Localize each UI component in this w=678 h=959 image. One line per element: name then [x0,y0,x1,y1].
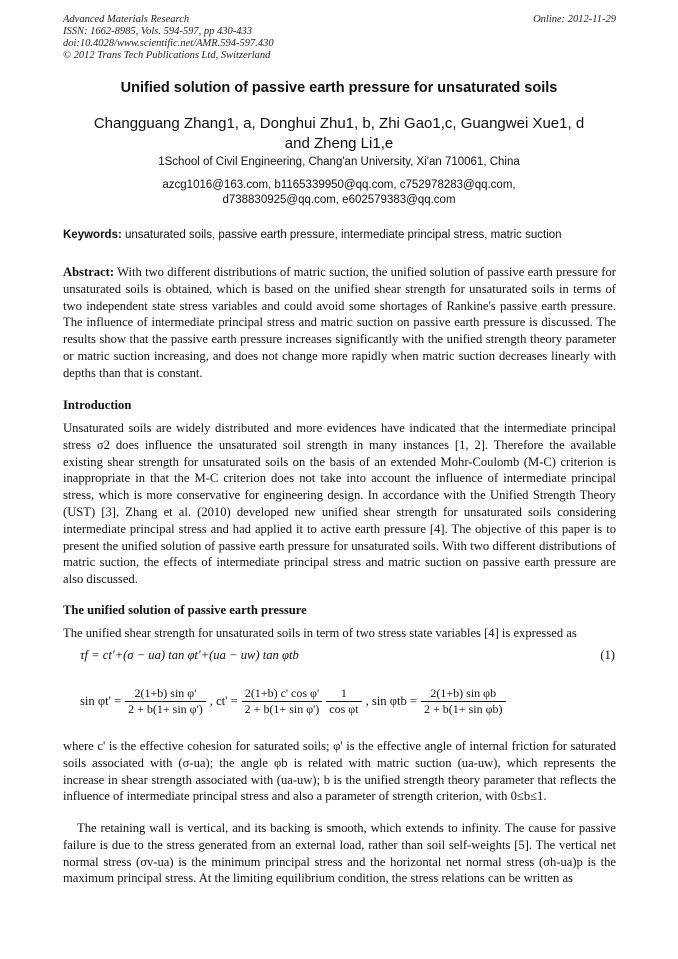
eq2-sin-denominator: 2 + b(1+ sin φ') [128,702,203,716]
eq2-b-lhs: , sin φtb = [365,694,418,708]
online-date: Online: 2012-11-29 [533,14,616,25]
emails-line-1: azcg1016@163.com, b1165339950@qq.com, c752978283@qq.com, [162,179,516,191]
copyright-line: © 2012 Trans Tech Publications Ltd, Switzerland [63,50,271,61]
eq2-b-denominator: 2 + b(1+ sin φb) [424,702,503,716]
doi-line: doi:10.4028/www.scientific.net/AMR.594-597.430 [63,38,274,49]
author-list [60,114,618,154]
introduction-heading: Introduction [63,398,132,412]
eq2-c-fraction [242,686,323,717]
keywords-label: Keywords: [63,229,122,241]
introduction-paragraph: Unsaturated soils are widely distributed and more evidences have indicated that the intermediate principal stress σ2 does influence the unsaturated soil strength in many instances [1, 2]. Therefore the available existing shear strength for unsaturated soils on the basis of an extended Mohr-Coulomb (M-C) criterion is inappropriate in that the M-C criterion does not take into account the influence of intermediate principal stress, which is more conservative for engineering design. In accordance with the Unified Strength Theory (UST) [3], Zhang et al. (2010) developed new unified shear strength for unsaturated soils considering intermediate principal stress and had applied it to active earth pressure [4]. The objective of this paper is to present the unified solution of passive earth pressure for unsaturated soils. With two different distributions of matric suction, the effects of intermediate principal stress and matric suction on passive earth pressure are also discussed. [63,421,616,587]
eq2-sin-numerator: 2(1+b) sin φ' [125,686,206,702]
issn-line: ISSN: 1662-8985, Vols. 594-597, pp 430-433 [63,26,252,37]
keywords-line [63,229,623,241]
authors-line-1: Changguang Zhang1, a, Donghui Zhu1, b, Zhi Gao1,c, Guangwei Xue1, d [93,115,585,132]
eq2-b-numerator: 2(1+b) sin φb [421,686,505,702]
definitions-paragraph: where c' is the effective cohesion for saturated soils; φ' is the effective angle of internal friction for saturated soils associated with (σ-ua); the angle φb is related with matric suction (ua-uw), which represents the increase in shear strength associated with (ua-uw); b is the unified strength theory parameter that reflects the influence of intermediate principal stress and also a parameter of strength criterion, with 0≤b≤1. [63,739,616,804]
emails-line-2: d738830925@qq.com, e602579383@qq.com [222,194,456,206]
section-intro-paragraph: The unified shear strength for unsaturated soils in term of two stress state variables [4] is expressed as [63,626,577,640]
journal-header [63,14,616,62]
paper-title: Unified solution of passive earth pressure for unsaturated soils [120,80,558,96]
eq2-cos-fraction [326,686,361,717]
equation-1-number: (1) [600,648,615,662]
eq2-c-denominator: 2 + b(1+ sin φ') [244,702,320,716]
equation-1: τf = ct'+(σ − ua) tan φt'+(ua − uw) tan φtb [80,648,299,662]
wall-paragraph: The retaining wall is vertical, and its backing is smooth, which extends to infinity. The cause for passive failure is due to the stress generated from an external load, rather than soil self-weights [5]. The vertical net normal stress (σv-ua) is the minimum principal stress and the horizontal net normal stress (σh-ua)p is the maximum principal stress. At the limiting equilibrium condition, the stress relations can be written as [63,821,616,886]
affiliation: 1School of Civil Engineering, Chang'an University, Xi'an 710061, China [158,156,520,168]
eq2-cos-denominator: cos φt [329,702,359,716]
author-emails [0,178,678,208]
eq2-b-fraction [421,686,505,717]
eq2-c-numerator: 2(1+b) c' cos φ' [242,686,323,702]
abstract-text: With two different distributions of matric suction, the unified solution of passive earth pressure for unsaturated soils is obtained, which is based on the unified shear strength for unsaturated soils in terms of two independent state stress variables and could avoid some shortages of Rankine's passive earth pressure. The influence of intermediate principal stress and matric suction on passive earth pressure is discussed. The results show that the passive earth pressure increases significantly with the unified strength theory parameter or matric suction increasing, and does not change more rapidly when matric suction decreases linearly with depths than that is constant. [63,265,616,380]
eq2-cos-numerator: 1 [326,686,361,702]
section-heading: The unified solution of passive earth pressure [63,603,307,617]
eq2-sin-fraction [125,686,206,717]
authors-line-2: and Zheng Li1,e [284,135,394,152]
eq2-sin-lhs: sin φt' = [80,694,122,708]
abstract-paragraph [63,264,616,382]
journal-name: Advanced Materials Research [63,14,190,25]
abstract-label: Abstract: [63,265,115,279]
equation-2 [80,686,580,726]
eq2-c-lhs: , ct' = [209,694,238,708]
keywords-text: unsaturated soils, passive earth pressure, intermediate principal stress, matric suction [125,229,562,241]
